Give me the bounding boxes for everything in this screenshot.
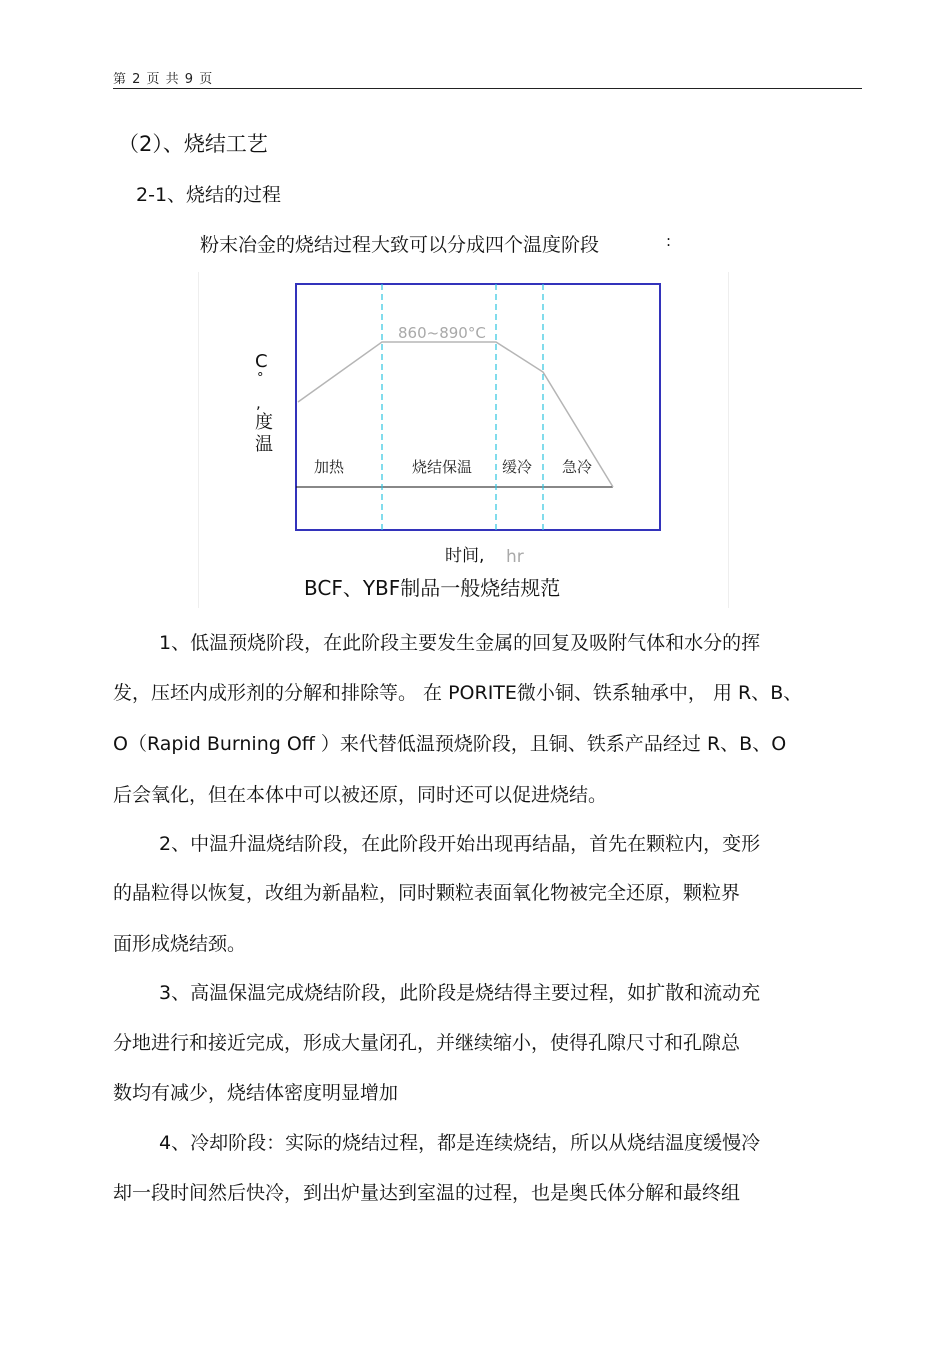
paragraph-line: 2、中温升温烧结阶段，在此阶段开始出现再结晶，首先在颗粒内，变形 bbox=[159, 833, 761, 855]
sintering-profile-svg bbox=[198, 272, 730, 608]
ylabel-char: ° bbox=[257, 371, 264, 386]
intro-text: 粉末冶金的烧结过程大致可以分成四个温度阶段 bbox=[200, 234, 600, 256]
ylabel-char: C bbox=[255, 351, 268, 372]
ylabel-char: 度 bbox=[255, 412, 273, 433]
page-header: 第 2 页 共 9 页 bbox=[113, 72, 214, 87]
paragraph-line: 后会氧化，但在本体中可以被还原，同时还可以促进烧结。 bbox=[113, 784, 608, 806]
x-axis-label: 时间, bbox=[445, 546, 485, 566]
subsection-title: 2-1、烧结的过程 bbox=[136, 184, 282, 206]
paragraph-line: 的晶粒得以恢复，改组为新晶粒，同时颗粒表面氧化物被完全还原，颗粒界 bbox=[113, 882, 741, 904]
paragraph-line: O（Rapid Burning Off ）来代替低温预烧阶段，且铜、铁系产品经过 R、B、O bbox=[113, 733, 787, 755]
sintering-profile-figure bbox=[198, 272, 730, 608]
temperature-range-label: 860~890°C bbox=[398, 324, 486, 342]
stage-label-holding: 烧结保温 bbox=[412, 458, 473, 476]
ylabel-char: , bbox=[256, 394, 261, 412]
paragraph-line: 分地进行和接近完成，形成大量闭孔，并继续缩小，使得孔隙尺寸和孔隙总 bbox=[113, 1032, 741, 1054]
figure-caption: BCF、YBF制品一般烧结规范 bbox=[304, 576, 561, 600]
stage-label-heating: 加热 bbox=[314, 458, 345, 476]
ylabel-char: 温 bbox=[255, 434, 273, 455]
paragraph-line: 数均有减少，烧结体密度明显增加 bbox=[113, 1082, 399, 1104]
paragraph-line: 3、高温保温完成烧结阶段，此阶段是烧结得主要过程，如扩散和流动充 bbox=[159, 982, 761, 1004]
paragraph-line: 面形成烧结颈。 bbox=[113, 933, 247, 955]
header-rule bbox=[113, 88, 862, 89]
section-title: （2）、烧结工艺 bbox=[118, 132, 268, 156]
stage-label-slow-cooling: 缓冷 bbox=[502, 458, 533, 476]
paragraph-line: 发，压坯内成形剂的分解和排除等。 在 PORITE微小铜、铁系轴承中， 用 R、B、 bbox=[113, 682, 803, 704]
plot-frame bbox=[296, 284, 660, 530]
paragraph-line: 1、低温预烧阶段，在此阶段主要发生金属的回复及吸附气体和水分的挥 bbox=[159, 632, 761, 654]
intro-colon: : bbox=[666, 232, 672, 250]
paragraph-line: 却一段时间然后快冷，到出炉量达到室温的过程，也是奥氏体分解和最终组 bbox=[113, 1182, 741, 1204]
paragraph-line: 4、冷却阶段：实际的烧结过程，都是连续烧结，所以从烧结温度缓慢冷 bbox=[159, 1132, 761, 1154]
x-axis-unit: hr bbox=[506, 547, 524, 567]
stage-label-quench: 急冷 bbox=[562, 458, 593, 476]
